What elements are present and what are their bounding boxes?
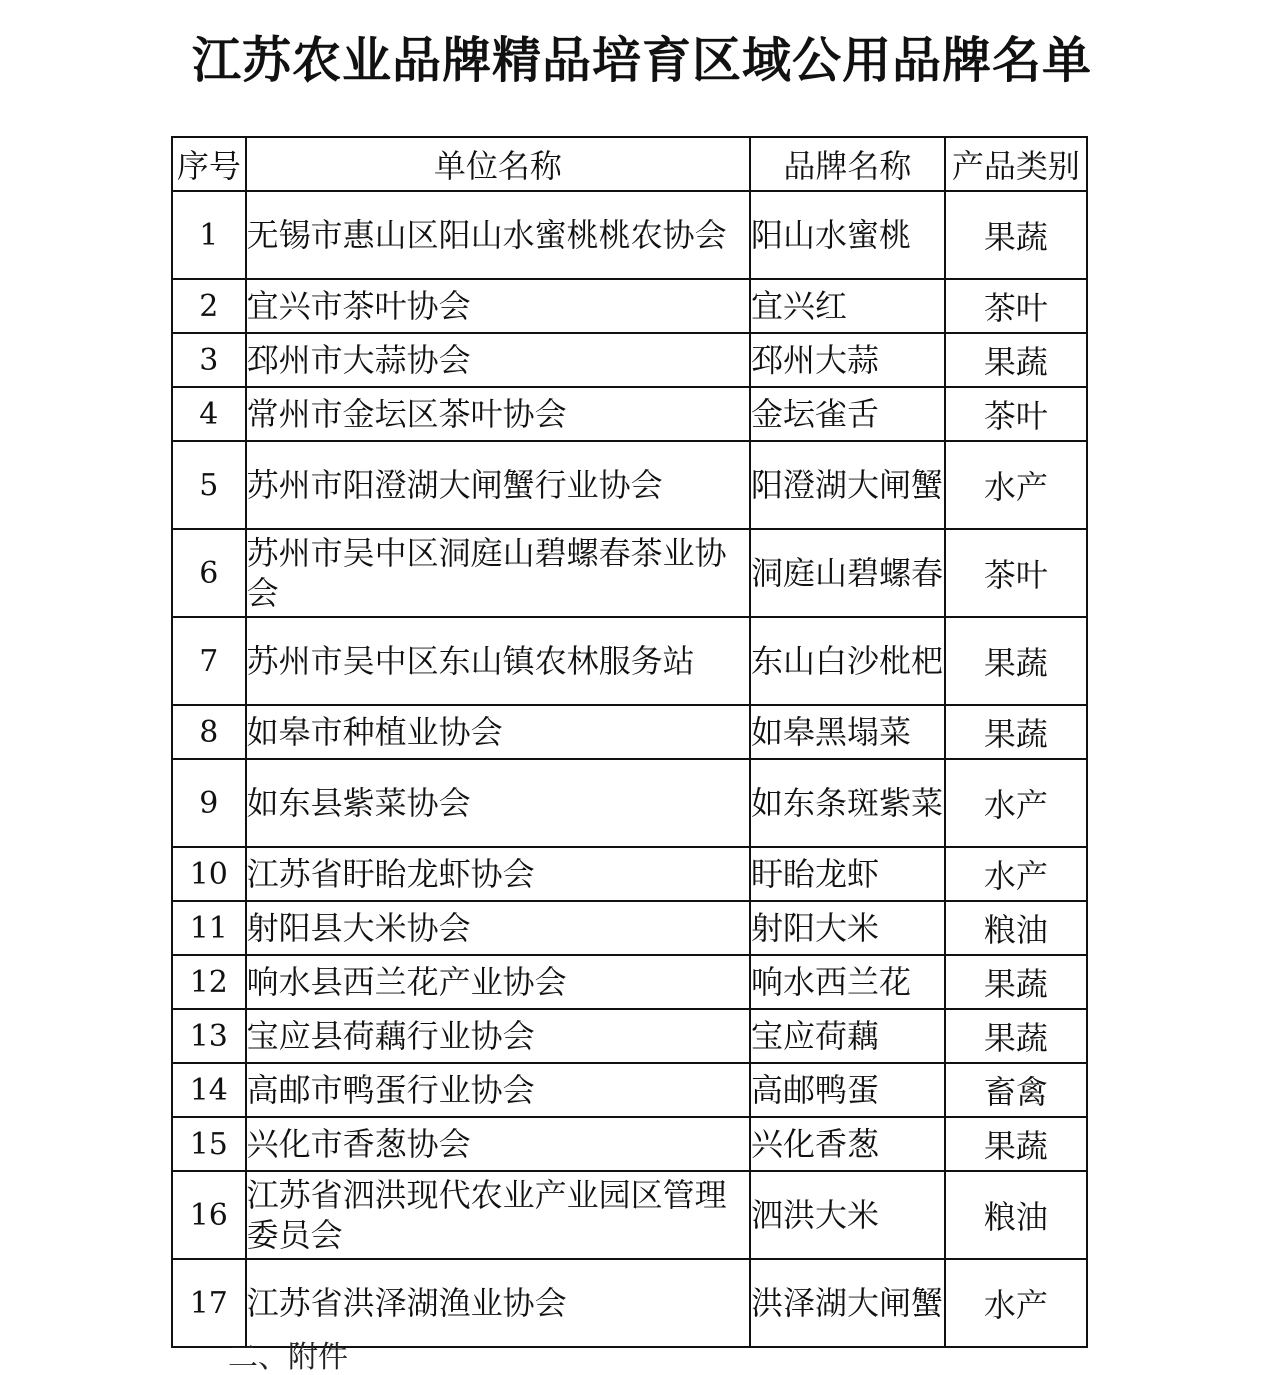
cell-product-category: 果蔬 <box>945 1009 1087 1063</box>
cell-unit-name: 如东县紫菜协会 <box>246 759 750 847</box>
cell-serial-number: 15 <box>172 1117 246 1171</box>
cell-serial-number: 1 <box>172 191 246 279</box>
document-title: 江苏农业品牌精品培育区域公用品牌名单 <box>191 32 1092 89</box>
table-row <box>172 847 1087 901</box>
cell-brand-name: 洪泽湖大闸蟹 <box>750 1259 945 1347</box>
table-row <box>172 333 1087 387</box>
footer-cut-text: 二、附件 <box>228 1340 348 1375</box>
cell-brand-name: 兴化香葱 <box>750 1117 945 1171</box>
cell-serial-number: 6 <box>172 529 246 617</box>
header-unit-name: 单位名称 <box>246 137 750 191</box>
table-row <box>172 441 1087 529</box>
cell-unit-name: 响水县西兰花产业协会 <box>246 955 750 1009</box>
table-row <box>172 901 1087 955</box>
cell-unit-name: 常州市金坛区茶叶协会 <box>246 387 750 441</box>
table-header-row <box>172 137 1087 191</box>
cell-product-category: 茶叶 <box>945 387 1087 441</box>
cell-unit-name: 江苏省盱眙龙虾协会 <box>246 847 750 901</box>
cell-product-category: 水产 <box>945 1259 1087 1347</box>
cell-serial-number: 8 <box>172 705 246 759</box>
cell-unit-name: 江苏省泗洪现代农业产业园区管理委员会 <box>246 1171 750 1259</box>
cell-serial-number: 12 <box>172 955 246 1009</box>
cell-serial-number: 7 <box>172 617 246 705</box>
cell-product-category: 茶叶 <box>945 529 1087 617</box>
cell-product-category: 水产 <box>945 441 1087 529</box>
table-body <box>172 191 1087 1347</box>
cell-unit-name: 兴化市香葱协会 <box>246 1117 750 1171</box>
cell-unit-name: 如皋市种植业协会 <box>246 705 750 759</box>
cell-product-category: 粮油 <box>945 901 1087 955</box>
table-row <box>172 1117 1087 1171</box>
cell-product-category: 水产 <box>945 847 1087 901</box>
cell-product-category: 果蔬 <box>945 955 1087 1009</box>
cell-serial-number: 4 <box>172 387 246 441</box>
cell-brand-name: 高邮鸭蛋 <box>750 1063 945 1117</box>
cell-brand-name: 东山白沙枇杷 <box>750 617 945 705</box>
cell-brand-name: 泗洪大米 <box>750 1171 945 1259</box>
table-row <box>172 617 1087 705</box>
cell-serial-number: 5 <box>172 441 246 529</box>
cell-product-category: 茶叶 <box>945 279 1087 333</box>
cell-unit-name: 苏州市吴中区洞庭山碧螺春茶业协会 <box>246 529 750 617</box>
cell-unit-name: 邳州市大蒜协会 <box>246 333 750 387</box>
cell-product-category: 果蔬 <box>945 333 1087 387</box>
header-product-category: 产品类别 <box>945 137 1087 191</box>
cell-brand-name: 射阳大米 <box>750 901 945 955</box>
cell-brand-name: 宝应荷藕 <box>750 1009 945 1063</box>
cell-unit-name: 高邮市鸭蛋行业协会 <box>246 1063 750 1117</box>
cell-brand-name: 如东条斑紫菜 <box>750 759 945 847</box>
cell-product-category: 果蔬 <box>945 191 1087 279</box>
table-row <box>172 191 1087 279</box>
cell-brand-name: 宜兴红 <box>750 279 945 333</box>
table-row <box>172 279 1087 333</box>
cell-serial-number: 10 <box>172 847 246 901</box>
table-row <box>172 1171 1087 1259</box>
cell-brand-name: 阳澄湖大闸蟹 <box>750 441 945 529</box>
cell-brand-name: 金坛雀舌 <box>750 387 945 441</box>
cell-unit-name: 无锡市惠山区阳山水蜜桃桃农协会 <box>246 191 750 279</box>
header-brand-name: 品牌名称 <box>750 137 945 191</box>
cell-unit-name: 宜兴市茶叶协会 <box>246 279 750 333</box>
cell-product-category: 果蔬 <box>945 617 1087 705</box>
table-row <box>172 1063 1087 1117</box>
cell-brand-name: 盱眙龙虾 <box>750 847 945 901</box>
cell-product-category: 畜禽 <box>945 1063 1087 1117</box>
cell-serial-number: 13 <box>172 1009 246 1063</box>
cell-serial-number: 3 <box>172 333 246 387</box>
cell-product-category: 水产 <box>945 759 1087 847</box>
table-row <box>172 955 1087 1009</box>
cell-unit-name: 江苏省洪泽湖渔业协会 <box>246 1259 750 1347</box>
cell-brand-name: 邳州大蒜 <box>750 333 945 387</box>
cell-brand-name: 如皋黑塌菜 <box>750 705 945 759</box>
cell-serial-number: 9 <box>172 759 246 847</box>
cell-unit-name: 射阳县大米协会 <box>246 901 750 955</box>
table-row <box>172 1259 1087 1347</box>
cell-brand-name: 阳山水蜜桃 <box>750 191 945 279</box>
cell-product-category: 粮油 <box>945 1171 1087 1259</box>
table-row <box>172 529 1087 617</box>
table-row <box>172 387 1087 441</box>
table-row <box>172 759 1087 847</box>
cell-serial-number: 11 <box>172 901 246 955</box>
table-row <box>172 1009 1087 1063</box>
cell-brand-name: 洞庭山碧螺春 <box>750 529 945 617</box>
cell-serial-number: 2 <box>172 279 246 333</box>
brand-list-table <box>171 136 1088 1348</box>
cell-unit-name: 苏州市阳澄湖大闸蟹行业协会 <box>246 441 750 529</box>
cell-serial-number: 17 <box>172 1259 246 1347</box>
header-serial-number: 序号 <box>172 137 246 191</box>
cell-unit-name: 苏州市吴中区东山镇农林服务站 <box>246 617 750 705</box>
cell-serial-number: 14 <box>172 1063 246 1117</box>
cell-unit-name: 宝应县荷藕行业协会 <box>246 1009 750 1063</box>
table-row <box>172 705 1087 759</box>
cell-serial-number: 16 <box>172 1171 246 1259</box>
cell-product-category: 果蔬 <box>945 705 1087 759</box>
cell-product-category: 果蔬 <box>945 1117 1087 1171</box>
cell-brand-name: 响水西兰花 <box>750 955 945 1009</box>
